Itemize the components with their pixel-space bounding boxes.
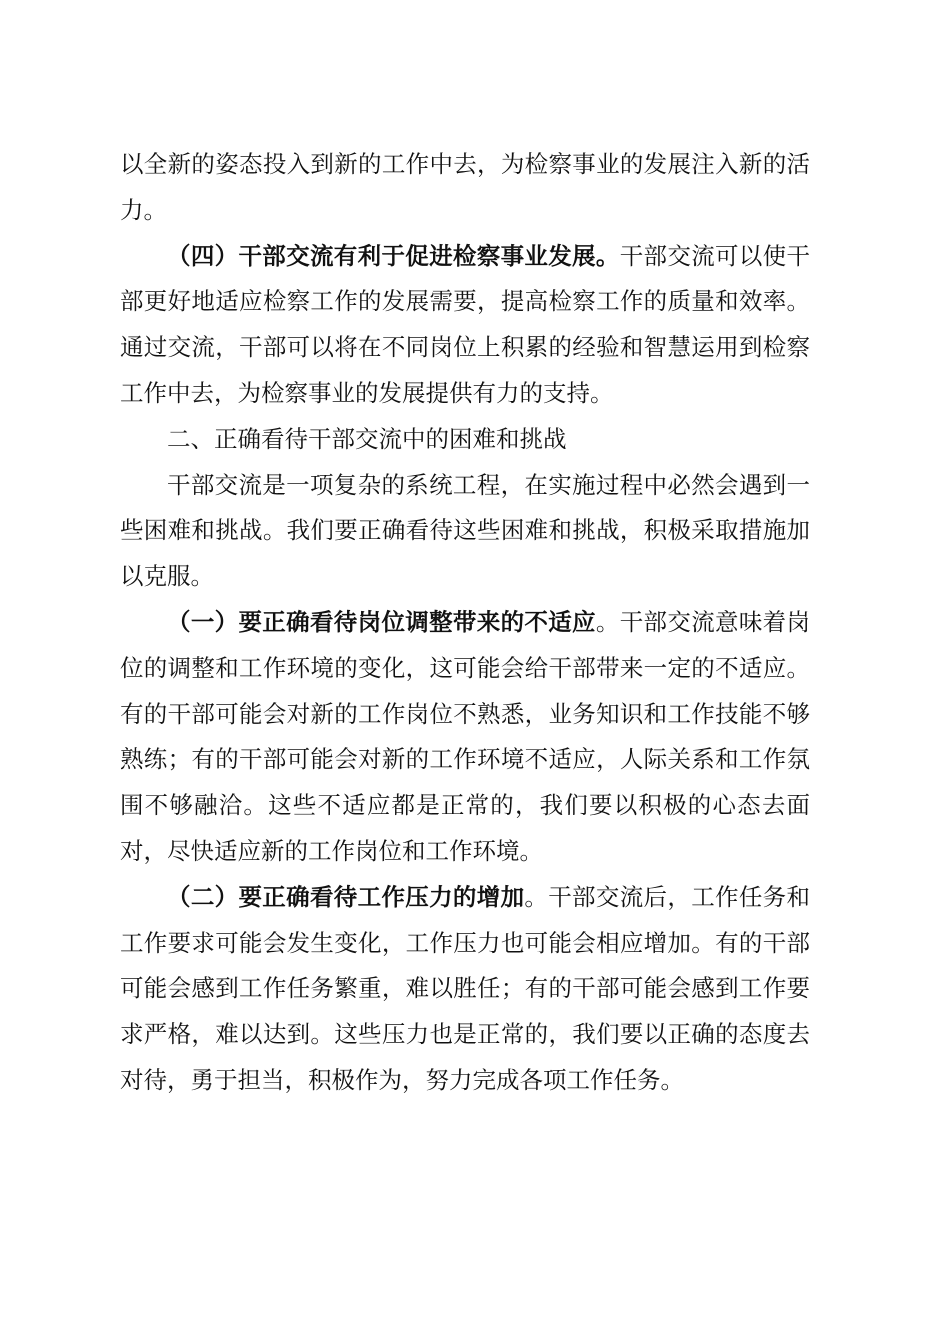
paragraph-lead: （四）干部交流有利于促进检察事业发展。	[167, 241, 620, 270]
section-heading-2: 二、正确看待干部交流中的困难和挑战	[167, 424, 567, 453]
paragraph-body: 干部交流可以使干部更好地适应检察工作的发展需要，提高检察工作的质量和效率。通过交流，干部可以将在不同岗位上积累的经验和智慧运用到检察工作中去，为检察事业的发展提供有力的支持。	[120, 241, 811, 407]
paragraph-body: 。干部交流意味着岗位的调整和工作环境的变化，这可能会给干部带来一定的不适应。有的干部可能会对新的工作岗位不熟悉，业务知识和工作技能不够熟练；有的干部可能会对新的工作环境不适应，人际关系和工作氛围不够融洽。这些不适应都是正常的，我们要以积极的心态去面对，尽快适应新的工作岗位和工作环境。	[120, 607, 811, 865]
paragraph-body: 干部交流是一项复杂的系统工程，在实施过程中必然会遇到一些困难和挑战。我们要正确看待这些困难和挑战，积极采取措施加以克服。	[120, 470, 810, 591]
paragraph-section-2-2	[120, 875, 810, 1104]
paragraph-body: 以全新的姿态投入到新的工作中去，为检察事业的发展注入新的活力。	[120, 150, 810, 224]
document-page	[120, 142, 810, 1104]
paragraph-body: 。干部交流后，工作任务和工作要求可能会发生变化，工作压力也可能会相应增加。有的干部可能会感到工作任务繁重，难以胜任；有的干部可能会感到工作要求严格，难以达到。这些压力也是正常的，我们要以正确的态度去对待，勇于担当，积极作为，努力完成各项工作任务。	[120, 882, 811, 1094]
paragraph-continuation	[120, 142, 810, 234]
paragraph-section-2-intro	[120, 463, 810, 600]
paragraph-section-1-4	[120, 234, 810, 417]
paragraph-lead: （二）要正确看待工作压力的增加	[167, 882, 525, 911]
paragraph-section-2-1	[120, 600, 810, 875]
paragraph-lead: （一）要正确看待岗位调整带来的不适应	[167, 607, 596, 636]
